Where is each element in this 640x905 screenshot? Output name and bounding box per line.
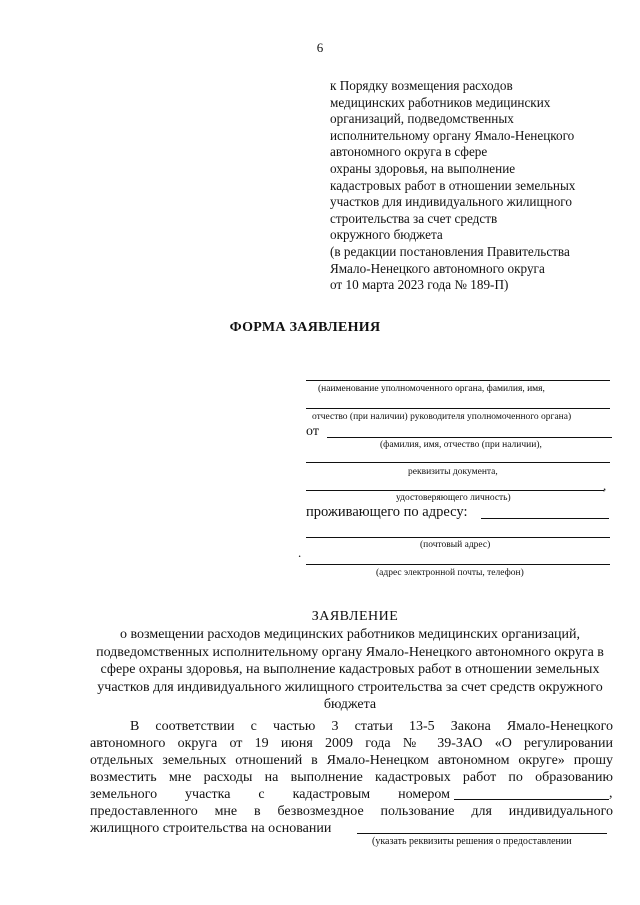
bullet-mark: . (298, 545, 302, 560)
appendix-line: строительства за счет средств (330, 210, 498, 226)
appendix-line: исполнительному органу Ямало-Ненецкого (330, 127, 575, 143)
appendix-line: организаций, подведомственных (330, 111, 514, 127)
cadastral-number-row (90, 786, 460, 803)
body-line: В соответствии с частью 3 статьи 13-5 Закона Ямало-Ненецкого (130, 719, 613, 734)
body-line: жилищного строительства на основании (90, 821, 332, 836)
identity-document-line[interactable] (306, 490, 604, 491)
appendix-line: Ямало-Ненецкого автономного округа (330, 260, 545, 276)
body-line: земельного участка с кадастровым номером (90, 787, 450, 802)
statement-body (90, 718, 613, 786)
appendix-line: окружного бюджета (330, 227, 443, 243)
page-number: 6 (316, 40, 324, 55)
body-line: отдельных земельных отношений в Ямало-Ненецком автономном округе» прошу (90, 753, 613, 768)
address-line-2[interactable] (306, 537, 610, 538)
caption-postal: (почтовый адрес) (420, 540, 491, 550)
authority-name-line[interactable] (306, 380, 610, 381)
body-line: предоставленного мне в безвозмездное пользование для индивидуального (90, 804, 613, 819)
appendix-line: автономного округа в сфере (330, 144, 488, 160)
address-line-1[interactable] (481, 518, 609, 519)
caption-authority-1: (наименование уполномоченного органа, фамилия, имя, (318, 384, 545, 394)
cadastral-comma: , (609, 786, 613, 801)
residing-label: проживающего по адресу: (306, 504, 468, 520)
appendix-line: медицинских работников медицинских (330, 94, 551, 110)
statement-title: ЗАЯВЛЕНИЕ (311, 609, 399, 624)
caption-doc-1: реквизиты документа, (408, 467, 498, 477)
statement-body-cont (90, 803, 613, 820)
applicant-name-line[interactable] (327, 437, 612, 438)
caption-doc-2: удостоверяющего личность) (396, 493, 511, 503)
appendix-line: кадастровых работ в отношении земельных (330, 177, 576, 193)
basis-line[interactable] (357, 833, 607, 834)
from-label: от (306, 424, 319, 439)
document-details-line[interactable] (306, 462, 610, 463)
appendix-line: охраны здоровья, на выполнение (330, 160, 516, 176)
body-line: автономного округа от 19 июня 2009 года № 39-ЗАО «О регулировании (90, 736, 613, 751)
appendix-line: от 10 марта 2023 года № 189-П) (330, 277, 509, 293)
contact-line[interactable] (306, 564, 610, 565)
appendix-reference (330, 78, 630, 294)
statement-subtitle: о возмещении расходов медицинских работников медицинских организаций, подведомственных исполнительному органу Ямало-Ненецкого автономного округа в сфере охраны здоровья, на выполнение кадастровых работ в отношении земельных участков для индивидуального жилищного строительства за счет средств окружного бюджета (96, 627, 604, 712)
caption-fio: (фамилия, имя, отчество (при наличии), (380, 440, 542, 450)
appendix-line: (в редакции постановления Правительства (330, 243, 570, 259)
appendix-line: участков для индивидуального жилищного (330, 194, 572, 210)
authority-head-line[interactable] (306, 408, 610, 409)
appendix-line: к Порядку возмещения расходов (330, 78, 513, 93)
caption-authority-2: отчество (при наличии) руководителя уполномоченного органа) (312, 412, 572, 422)
cadastral-number-line[interactable] (454, 799, 609, 800)
body-line: возместить мне расходы на выполнение кадастровых работ по образованию (90, 770, 613, 785)
form-title: ФОРМА ЗАЯВЛЕНИЯ (229, 320, 381, 335)
basis-row (90, 820, 360, 837)
caption-email: (адрес электронной почты, телефон) (376, 568, 524, 578)
caption-decision: (указать реквизиты решения о предоставлении (372, 836, 572, 847)
identity-line-comma: , (603, 478, 607, 493)
